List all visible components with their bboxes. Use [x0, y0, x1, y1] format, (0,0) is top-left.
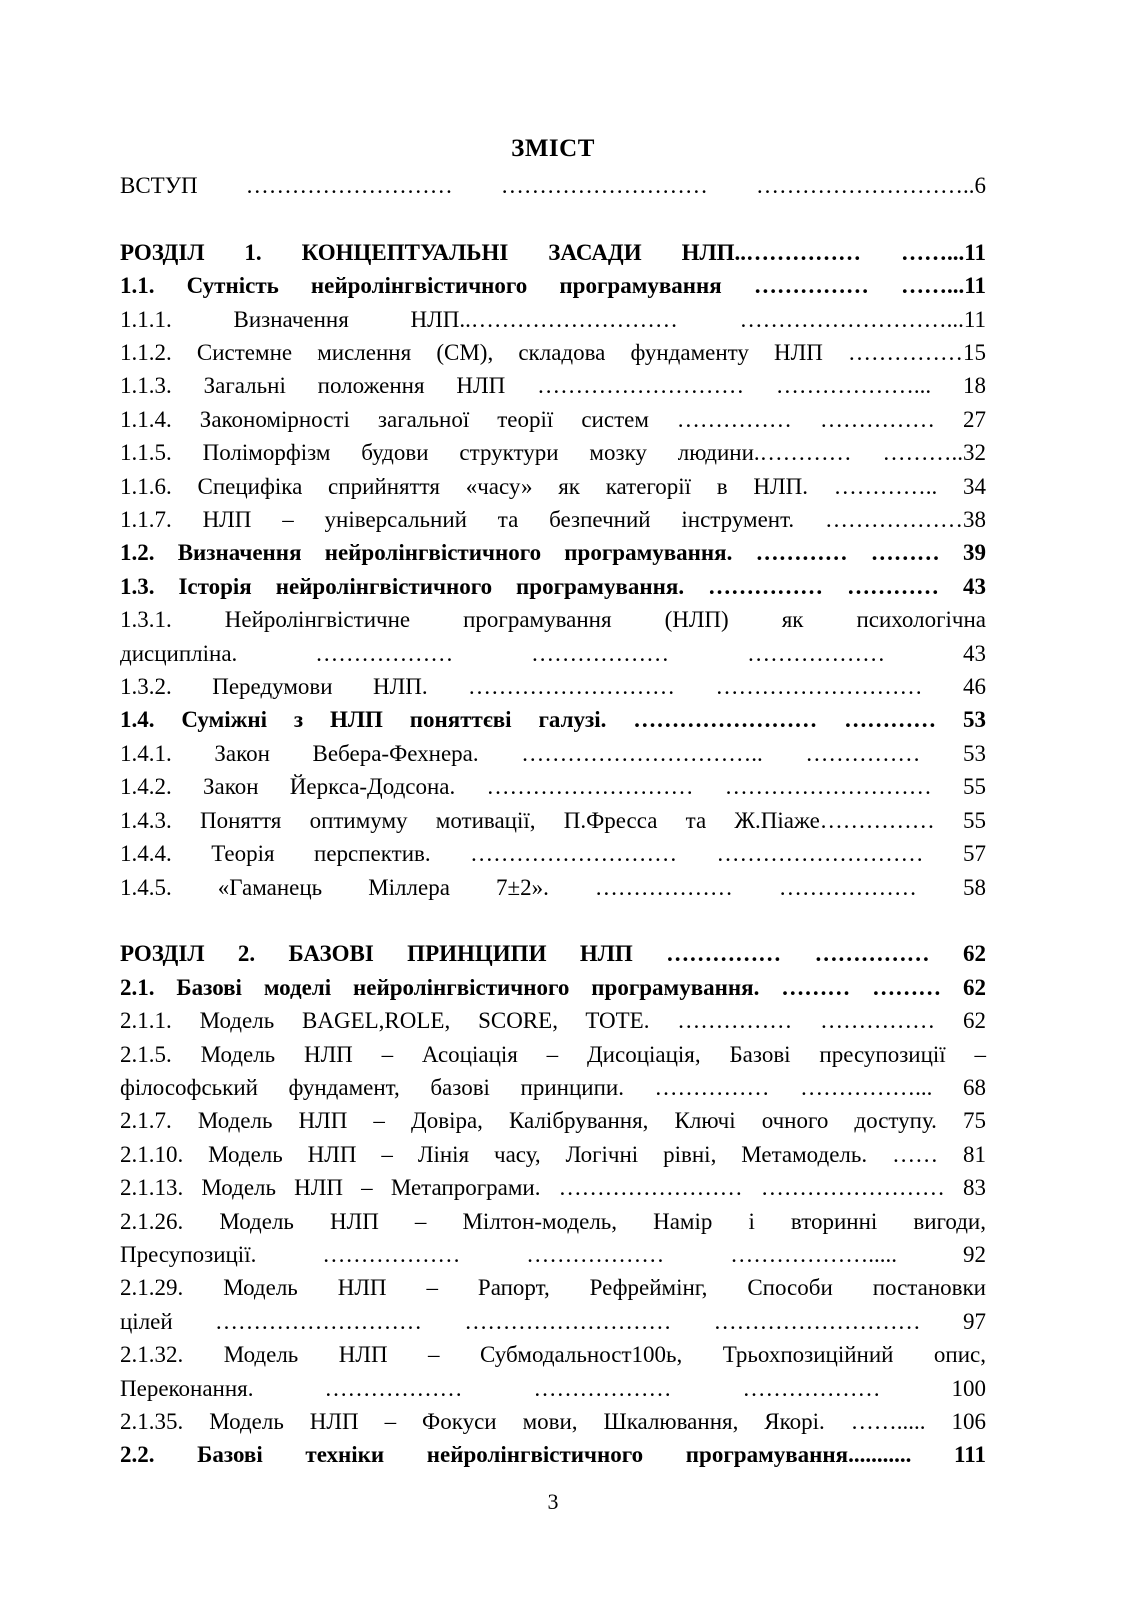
toc-line: 1.4.4. Теорія перспектив. ……………………… ……………………… 57 [120, 841, 986, 867]
toc-line: 1.1.3. Загальні положення НЛП ……………………… ………………... 18 [120, 373, 986, 399]
toc-line: філософський фундамент, базові принципи. …………… ……………... 68 [120, 1074, 986, 1100]
toc-line: 2.1.35. Модель НЛП – Фокуси мови, Шкалювання, Якорі. ……..... 106 [120, 1409, 986, 1434]
toc-entry [120, 336, 986, 369]
footer-page-number: 3 [547, 1489, 559, 1514]
toc-line: 2.1.7. Модель НЛП – Довіра, Калібрування, Ключі очного доступу. 75 [120, 1108, 986, 1134]
toc-line: 2.1.13. Модель НЛП – Метапрограми. …………………… …………………… 83 [120, 1175, 986, 1201]
toc-line: ВСТУП ……………………… ……………………… ………………………..6 [120, 173, 986, 198]
toc-entry [120, 971, 986, 1004]
toc-entry [120, 470, 986, 503]
toc-entry [120, 703, 986, 736]
toc-line: цілей ……………………… ……………………… ……………………… 97 [120, 1308, 986, 1334]
toc-line: 1.1.4. Закономірності загальної теорії систем …………… …………… 27 [120, 406, 986, 432]
toc-entry [120, 1438, 986, 1471]
toc-line: 2.2. Базові техніки нейролінгвістичного програмування........... 111 [120, 1442, 986, 1468]
toc-entry [120, 837, 986, 870]
toc-line: 1.3.1. Нейролінгвістичне програмування (НЛП) як психологічна [120, 607, 986, 633]
toc-line: 2.1.32. Модель НЛП – Субмодальност100ь, Трьохпозиційний опис, [120, 1342, 986, 1368]
toc-entry [120, 536, 986, 569]
toc-line: Переконання. ……………… ……………… ……………… 100 [120, 1375, 986, 1401]
toc-entry [120, 503, 986, 536]
toc-line: 2.1.26. Модель НЛП – Мілтон-модель, Намір і вторинні вигоди, [120, 1208, 986, 1234]
toc-entry [120, 570, 986, 603]
toc-line: 1.3.2. Передумови НЛП. ……………………… ……………………… 46 [120, 674, 986, 700]
toc-entry [120, 1038, 986, 1105]
toc-line: 2.1. Базові моделі нейролінгвістичного програмування. ……… ……… 62 [120, 974, 986, 1000]
toc-entry [120, 269, 986, 302]
toc-entry [120, 770, 986, 803]
toc-line: 1.4.5. «Гаманець Міллера 7±2». ……………… ……………… 58 [120, 874, 986, 900]
toc-entry [120, 1405, 986, 1438]
toc-entry [120, 169, 986, 202]
toc-line: 2.1.29. Модель НЛП – Рапорт, Рефреймінг, Способи постановки [120, 1275, 986, 1301]
toc-line: 1.1.2. Системне мислення (СМ), складова фундаменту НЛП ……………15 [120, 340, 986, 366]
toc-line: 2.1.10. Модель НЛП – Лінія часу, Логічні рівні, Метамодель. …… 81 [120, 1141, 986, 1167]
toc-entry [120, 1104, 986, 1137]
toc-line: 1.2. Визначення нейролінгвістичного програмування. ………… ……… 39 [120, 540, 986, 566]
toc-entry [120, 436, 986, 469]
toc-line: 1.1. Сутність нейролінгвістичного програмування …………… ……...11 [120, 273, 986, 299]
toc-entry [120, 369, 986, 402]
toc-line: 1.4.1. Закон Вебера-Фехнера. ………………………….. …………… 53 [120, 740, 986, 766]
toc-entry [120, 1271, 986, 1338]
toc-entry [120, 1338, 986, 1405]
toc-line: 1.3. Історія нейролінгвістичного програмування. …………… ………… 43 [120, 573, 986, 599]
toc-line: 1.1.5. Поліморфізм будови структури мозку людини.………… ………..32 [120, 440, 986, 466]
toc-entry [120, 871, 986, 904]
toc-line: 1.1.1. Визначення НЛП..……………………… ………………………...11 [120, 306, 986, 332]
toc-line: Пресупозиції. ……………… ……………… ………………..... 92 [120, 1241, 986, 1267]
toc-line: 2.1.1. Модель BAGEL,ROLE, SCORE, TOTE. …………… …………… 62 [120, 1008, 986, 1034]
toc-entry [120, 236, 986, 269]
toc-entry [120, 403, 986, 436]
page-title: ЗМІСТ [511, 135, 595, 162]
toc-line: 2.1.5. Модель НЛП – Асоціація – Дисоціація, Базові пресупозиції – [120, 1041, 986, 1067]
toc-entry [120, 303, 986, 336]
toc-entry [120, 1205, 986, 1272]
toc-entry [120, 1004, 986, 1037]
toc-line: 1.4. Суміжні з НЛП поняттєві галузі. …………………… ………… 53 [120, 707, 986, 733]
toc-list [120, 169, 986, 1472]
toc-entry [120, 603, 986, 670]
toc-entry [120, 937, 986, 970]
toc-line: 1.1.7. НЛП – універсальний та безпечний інструмент. ………………38 [120, 507, 986, 533]
toc-entry [120, 737, 986, 770]
toc-content [120, 131, 986, 1472]
toc-entry [120, 804, 986, 837]
toc-entry [120, 670, 986, 703]
toc-line: РОЗДІЛ 1. КОНЦЕПТУАЛЬНІ ЗАСАДИ НЛП..…………… ……...11 [120, 239, 986, 265]
toc-line: 1.4.2. Закон Йеркса-Додсона. ……………………… ……………………… 55 [120, 774, 986, 800]
toc-spacer [120, 202, 986, 235]
toc-entry [120, 1138, 986, 1171]
toc-entry [120, 1171, 986, 1204]
toc-line: 1.1.6. Специфіка сприйняття «часу» як категорії в НЛП. ………….. 34 [120, 473, 986, 499]
toc-line: 1.4.3. Поняття оптимуму мотивації, П.Фресса та Ж.Піаже…………… 55 [120, 807, 986, 833]
toc-spacer [120, 904, 986, 937]
toc-line: РОЗДІЛ 2. БАЗОВІ ПРИНЦИПИ НЛП …………… …………… 62 [120, 941, 986, 967]
toc-line: дисципліна. ……………… ……………… ……………… 43 [120, 640, 986, 666]
